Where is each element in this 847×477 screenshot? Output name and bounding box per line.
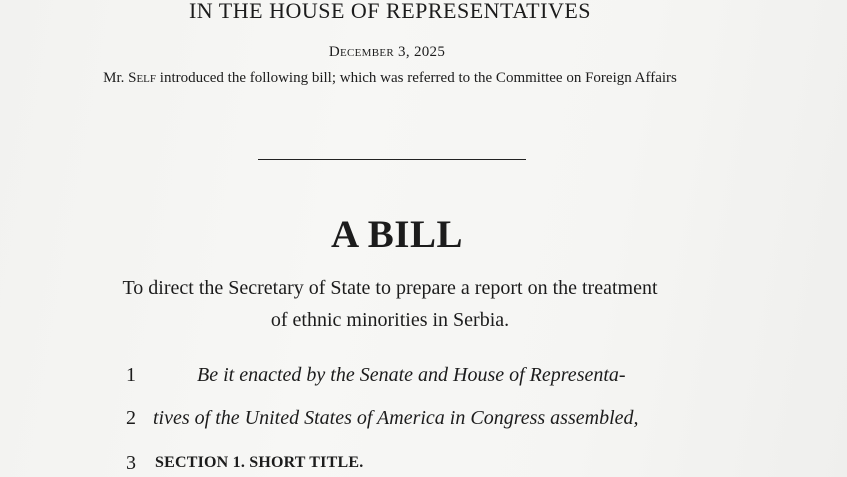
intro-rest: introduced the following bill; which was referred to the Committee on Foreign Affairs <box>156 70 677 86</box>
line-number: 2 <box>126 407 136 429</box>
separator-rule <box>258 159 526 160</box>
bill-line-3 <box>0 449 780 477</box>
bill-heading: A BILL <box>331 213 463 256</box>
enacting-clause-part-2: tives of the United States of America in Congress assembled, <box>153 407 639 429</box>
introduction-date: December 3, 2025 <box>328 44 446 60</box>
intro-prefix: Mr. <box>103 70 129 86</box>
line-number: 1 <box>126 364 136 386</box>
bill-line-1 <box>0 361 780 389</box>
chamber-heading: IN THE HOUSE OF REPRESENTATIVES <box>188 0 591 23</box>
introduction-statement <box>100 66 680 90</box>
line-number: 3 <box>126 452 136 474</box>
bill-line-2 <box>0 404 780 432</box>
bill-purpose: To direct the Secretary of State to prepare a report on the treatment of ethnic minorities in Serbia. <box>122 277 658 331</box>
enacting-clause-part-1: Be it enacted by the Senate and House of Representa- <box>197 364 626 386</box>
section-heading: SECTION 1. SHORT TITLE. <box>155 454 364 471</box>
sponsor-name: Self <box>128 70 157 86</box>
